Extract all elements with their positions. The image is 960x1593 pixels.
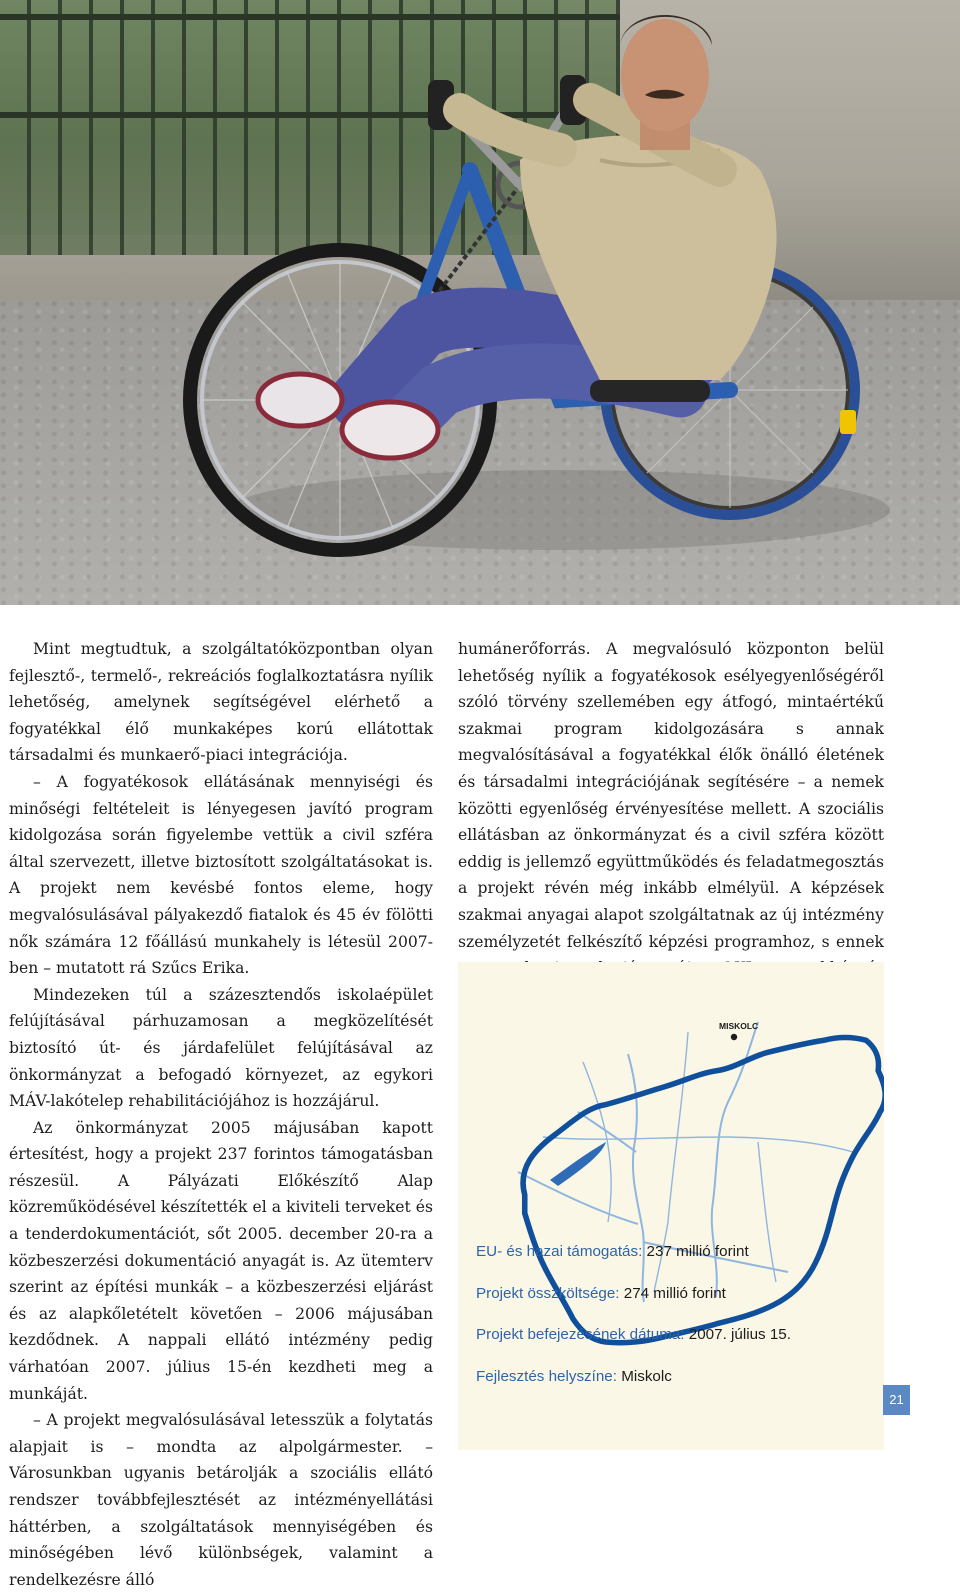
page-number: 21 [883, 1385, 910, 1415]
article-right-column [458, 636, 884, 1008]
paragraph: – A projekt megvalósulásával letesszük a folytatás alapjait is – mondta az alpolgármester. – Városunkban ugyanis betárolják a szociális ellátó rendszer továbbfejlesztését az intézményellátási háttérben, a szolgáltatások mennyiségében és minőségében lévő különbségek, valamint a rendelkezésre álló [9, 1411, 433, 1589]
fact-value: 274 millió forint [623, 1285, 726, 1302]
fact-label: Projekt befejezésének dátuma: [476, 1326, 685, 1343]
fact-value: 2007. július 15. [688, 1326, 791, 1343]
paragraph: – A fogyatékosok ellátásának mennyiségi és minőségi feltételeit is lényegesen javító program kidolgozása során figyelembe vettük a civil szféra által szervezett, illetve biztosított szolgáltatásokat is. A projekt nem kevésbé fontos eleme, hogy megvalósulásával pályakezdő fiatalok és 45 év fölötti nők számára 12 főállású munkahely is létesül 2007-ben – mutatott rá Szűcs Erika. [9, 772, 433, 978]
fact-total-cost [476, 1285, 726, 1302]
paragraph: Az önkormányzat 2005 májusában kapott értesítést, hogy a projekt 237 forintos támogatásban részesül. A Pályázati Előkészítő Alap közreműködésével készítették el a kiviteli terveket és a tenderdokumentációt, sőt 2005. december 20-ra a közbeszerzési dokumentáció anyagát is. Az ütemterv szerint az építési munkák – a közbeszerzési eljárást és az alapkőletételt követően – 2006 májusában kezdődnek. A nappali ellátó intézmény pedig várhatóan 2007. július 15-én kezdheti meg a munkáját. [9, 1118, 433, 1403]
fact-label: Fejlesztés helyszíne: [476, 1368, 617, 1385]
rivers [518, 1022, 788, 1302]
paragraph: humánerőforrás. A megvalósuló központon belül lehetőség nyílik a fogyatékosok esélyegyenlőségéről szóló törvény szellemében egy átfogó, mintaértékű szakmai program kidolgozására s annak megvalósításával a fogyatékkal élők önálló életének és társadalmi integrációjának segítésére – a nemek közötti egyenlőség érvényesítése mellett. A szociális ellátásban az önkormányzat és a civil szféra között eddig is jellemző együttműködés és feladatmegosztás a projekt révén még inkább elmélyül. A képzések szakmai anyagai alapot szolgáltatnak az új intézmény személyzetét felkészítő képzési programhoz, s ennek [458, 640, 884, 951]
lake-balaton [550, 1142, 606, 1186]
fact-completion-date [476, 1326, 791, 1343]
fact-location [476, 1368, 672, 1385]
fact-label: EU- és hazai támogatás: [476, 1243, 643, 1260]
city-label: MISKOLC [719, 1021, 759, 1031]
photo-man-on-handbike [0, 0, 960, 605]
handbike-illustration [0, 0, 960, 605]
fact-value: Miskolc [621, 1368, 672, 1385]
miskolc-location-dot [731, 1034, 737, 1040]
fact-funding [476, 1243, 749, 1260]
paragraph: Mindezeken túl a százesztendős iskolaépület felújításával párhuzamosan a megközelítését biztosító út- és járdafelület felújításával az önkormányzat a befogadó környezet, az egykori MÁV-lakótelep rehabilitációjához is hozzájárul. [9, 985, 433, 1111]
article-left-column [9, 636, 433, 1593]
fact-value: 237 millió forint [646, 1243, 749, 1260]
paragraph: Mint megtudtuk, a szolgáltatóközpontban olyan fejlesztő-, termelő-, rekreációs foglalkoztatásra nyílik lehetőség, amelynek segítségével elérhető a fogyatékkal élő munkaképes korú ellátottak társadalmi és munkaerő-piaci integrációja. [9, 640, 433, 765]
fact-label: Projekt összköltsége: [476, 1285, 620, 1302]
